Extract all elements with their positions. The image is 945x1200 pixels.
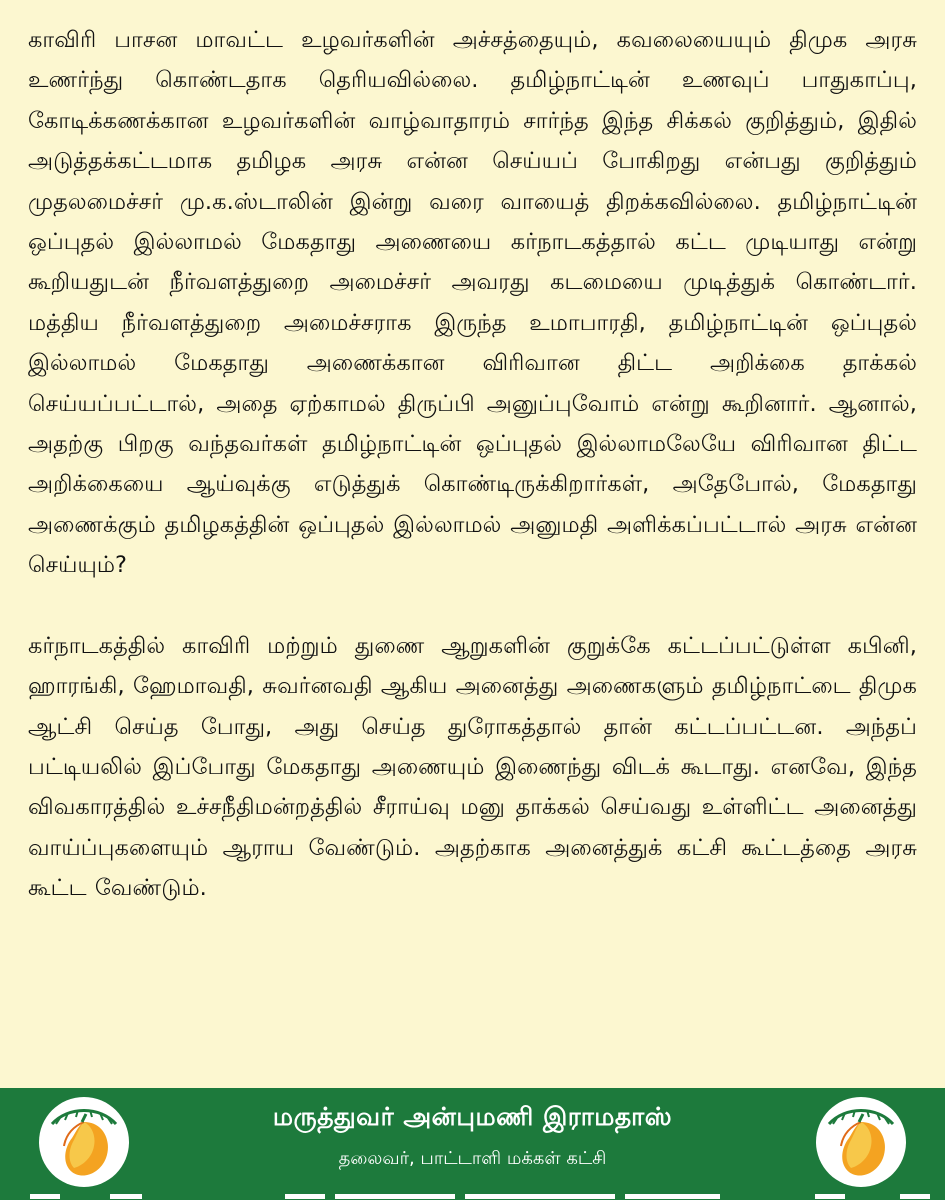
signatory-designation: தலைவர், பாட்டாளி மக்கள் கட்சி — [338, 1148, 607, 1169]
signatory-name: மருத்துவர் அன்புமணி இராமதாஸ் — [272, 1102, 673, 1131]
paragraph-2: கர்நாடகத்தில் காவிரி மற்றும் துணை ஆறுகளின் குறுக்கே கட்டப்பட்டுள்ள கபினி, ஹாரங்கி, ஹேமாவதி, சுவர்னவதி ஆகிய அனைத்து அணைகளும் தமிழ்நாட்டை திமுக ஆட்சி செய்த போது, அது செய்த துரோகத்தால் தான் கட்டப்பட்டன. அந்தப் பட்டியலில் இப்போது மேகதாது அணையும் இணைந்து விடக் கூடாது. எனவே, இந்த விவகாரத்தில் உச்சநீதிமன்றத்தில் சீராய்வு மனு தாக்கல் செய்வது உள்ளிட்ட அனைத்து வாய்ப்புகளையும் ஆராய வேண்டும். அதற்காக அனைத்துக் கட்சி கூட்டத்தை அரசு கூட்ட வேண்டும். — [28, 632, 917, 902]
statement-body — [28, 20, 917, 909]
mango-icon — [38, 1096, 130, 1188]
mango-icon — [815, 1096, 907, 1188]
paragraph-1: காவிரி பாசன மாவட்ட உழவர்களின் அச்சத்தையும், கவலையையும் திமுக அரசு உணர்ந்து கொண்டதாக தெரியவில்லை. தமிழ்நாட்டின் உணவுப் பாதுகாப்பு, கோடிக்கணக்கான உழவர்களின் வாழ்வாதாரம் சார்ந்த இந்த சிக்கல் குறித்தும், இதில் அடுத்தக்கட்டமாக தமிழக அரசு என்ன செய்யப் போகிறது என்பது குறித்தும் முதலமைச்சர் மு.க.ஸ்டாலின் இன்று வரை வாயைத் திறக்கவில்லை. தமிழ்நாட்டின் ஒப்புதல் இல்லாமல் மேகதாது அணையை கர்நாடகத்தால் கட்ட முடியாது என்று கூறியதுடன் நீர்வளத்துறை அமைச்சர் அவரது கடமையை முடித்துக் கொண்டார். மத்திய நீர்வளத்துறை அமைச்சராக இருந்த உமாபாரதி, தமிழ்நாட்டின் ஒப்புதல் இல்லாமல் மேகதாது அணைக்கான விரிவான திட்ட அறிக்கை தாக்கல் செய்யப்பட்டால், அதை ஏற்காமல் திருப்பி அனுப்புவோம் என்று கூறினார். ஆனால், அதற்கு பிறகு வந்தவர்கள் தமிழ்நாட்டின் ஒப்புதல் இல்லாமலேயே விரிவான திட்ட அறிக்கையை ஆய்வுக்கு எடுத்துக் கொண்டிருக்கிறார்கள், அதேபோல், மேகதாது அணைக்கும் தமிழகத்தின் ஒப்புதல் இல்லாமல் அனுமதி அளிக்கப்பட்டால் அரசு என்ன செய்யும்? — [28, 27, 917, 579]
footer-divider — [0, 1190, 945, 1200]
signature-footer — [0, 1088, 945, 1200]
